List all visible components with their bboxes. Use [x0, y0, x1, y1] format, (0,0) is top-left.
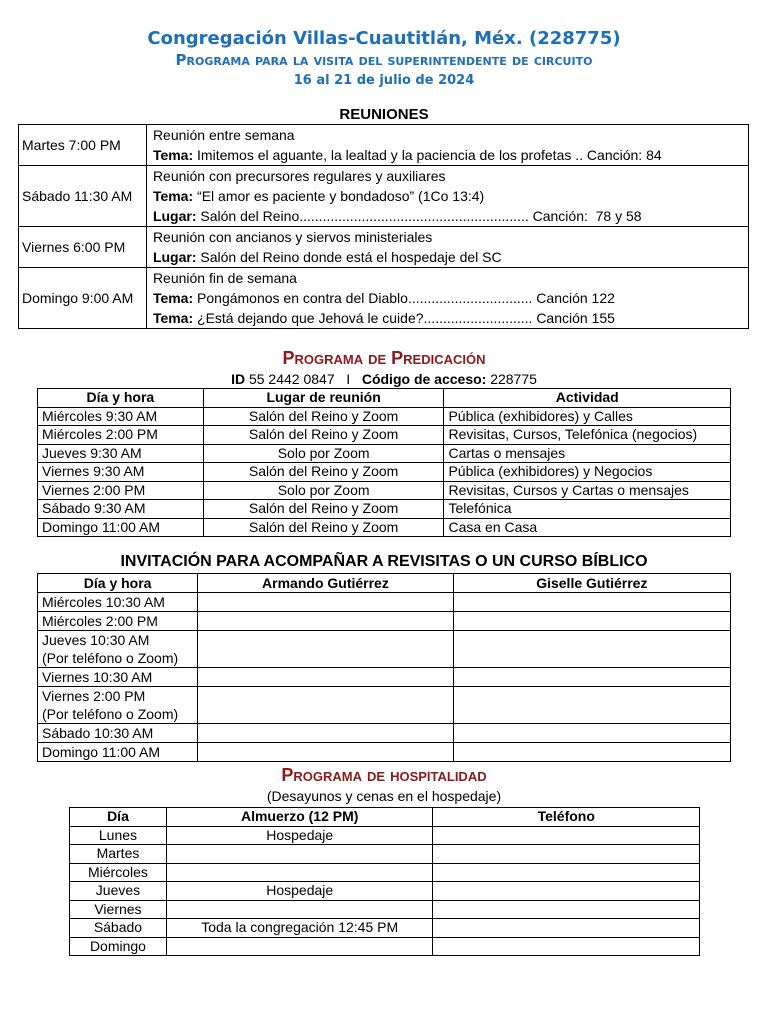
header-row: [38, 389, 731, 408]
reunion-line: [153, 247, 744, 267]
table-cell: [453, 743, 730, 762]
column-header: Teléfono: [433, 808, 700, 827]
table-cell: Solo por Zoom: [203, 444, 444, 463]
table-row: [38, 518, 731, 537]
reunion-line-label: Lugar:: [152, 208, 197, 224]
table-cell: Miércoles: [70, 863, 167, 882]
program-title: Programa para la visita del superintendente de circuito: [175, 51, 593, 69]
table-row: [38, 500, 731, 519]
reunion-line-label: Tema:: [152, 188, 194, 204]
reunion-line-text: Salón del Reino donde está el hospedaje del SC: [196, 249, 502, 265]
invitacion-title: INVITACIÓN PARA ACOMPAÑAR A REVISITAS O UN CURSO BÍBLICO: [120, 553, 648, 570]
code-value: 228775: [486, 371, 537, 387]
reunion-details: [146, 166, 748, 227]
reunion-line-text: Salón del Reino........................................................... Canción: 78 y 58: [196, 208, 642, 224]
reunion-line-text: Reunión fin de semana: [152, 270, 297, 286]
cell-line: Domingo 11:00 AM: [42, 744, 161, 760]
reunion-line: [153, 186, 744, 206]
table-cell: [433, 845, 700, 864]
reunion-day: Martes 7:00 PM: [19, 125, 147, 166]
table-row: [70, 845, 700, 864]
table-row: [70, 919, 700, 938]
table-cell: Sábado: [70, 919, 167, 938]
table-cell: Solo por Zoom: [203, 481, 444, 500]
table-cell: [453, 668, 730, 687]
table-cell: [453, 612, 730, 631]
table-cell: Salón del Reino y Zoom: [203, 500, 444, 519]
reunion-details: [146, 125, 748, 166]
table-cell: [198, 612, 453, 631]
table-cell: [433, 919, 700, 938]
program-dates: 16 al 21 de julio de 2024: [293, 73, 475, 88]
table-cell: Lunes: [70, 826, 167, 845]
table-cell: Miércoles 9:30 AM: [38, 407, 204, 426]
reuniones-title: REUNIONES: [339, 106, 429, 123]
reunion-line-text: Pongámonos en contra del Diablo................................ Canción 122: [193, 290, 615, 306]
table-cell: Salón del Reino y Zoom: [203, 407, 444, 426]
reunion-details: [146, 227, 748, 268]
column-header: Giselle Gutiérrez: [453, 574, 730, 593]
table-row: [70, 900, 700, 919]
table-cell: Salón del Reino y Zoom: [203, 518, 444, 537]
cell-line: Miércoles 2:00 PM: [42, 613, 158, 629]
table-cell: Viernes 9:30 AM: [38, 463, 204, 482]
table-row: [70, 826, 700, 845]
reunion-line-label: Lugar:: [152, 249, 197, 265]
column-header: Día: [70, 808, 167, 827]
table-cell: [166, 900, 433, 919]
table-cell: [38, 724, 198, 743]
predicacion-title: Programa de Predicación: [282, 348, 486, 368]
table-cell: Viernes 2:00 PM: [38, 481, 204, 500]
cell-line: (Por teléfono o Zoom): [42, 650, 179, 666]
reunion-row: [19, 268, 749, 329]
column-header: Día y hora: [38, 389, 204, 408]
cell-line: Viernes 2:00 PM: [42, 688, 146, 704]
table-row: [38, 668, 731, 687]
reunion-line-text: Imitemos el aguante, la lealtad y la paciencia de los profetas .. Canción: 84: [193, 147, 662, 163]
table-row: [38, 463, 731, 482]
reunion-line-label: Tema:: [152, 290, 194, 306]
table-cell: Telefónica: [444, 500, 731, 519]
cell-line: (Por teléfono o Zoom): [42, 706, 179, 722]
table-cell: [38, 687, 198, 724]
table-cell: Jueves: [70, 882, 167, 901]
table-cell: Pública (exhibidores) y Negocios: [444, 463, 731, 482]
table-cell: [433, 826, 700, 845]
reunion-line-label: Tema:: [152, 147, 194, 163]
table-cell: [453, 724, 730, 743]
table-row: [38, 444, 731, 463]
reunion-row: [19, 227, 749, 268]
table-cell: Jueves 9:30 AM: [38, 444, 204, 463]
table-row: [38, 612, 731, 631]
table-row: [38, 687, 731, 724]
table-cell: [38, 612, 198, 631]
table-row: [70, 937, 700, 956]
hospitalidad-table: [69, 807, 700, 956]
predicacion-access-line: [0, 371, 768, 387]
table-cell: [453, 631, 730, 668]
table-cell: [433, 900, 700, 919]
table-cell: Hospedaje: [166, 882, 433, 901]
table-cell: Domingo: [70, 937, 167, 956]
table-cell: Casa en Casa: [444, 518, 731, 537]
table-cell: [166, 937, 433, 956]
table-cell: [38, 593, 198, 612]
table-cell: Revisitas, Cursos y Cartas o mensajes: [444, 481, 731, 500]
table-cell: Revisitas, Cursos, Telefónica (negocios): [444, 426, 731, 445]
table-row: [38, 724, 731, 743]
header-row: [38, 574, 731, 593]
cell-line: Miércoles 10:30 AM: [42, 594, 165, 610]
invitacion-table: [37, 573, 731, 762]
reunion-day: Domingo 9:00 AM: [19, 268, 147, 329]
reunion-line-label: Tema:: [152, 310, 194, 326]
reunion-line-text: Reunión con ancianos y siervos ministeriales: [152, 229, 433, 245]
reunion-line: [153, 206, 744, 226]
table-row: [38, 593, 731, 612]
column-header: Armando Gutiérrez: [198, 574, 453, 593]
column-header: Día y hora: [38, 574, 198, 593]
reuniones-table: [18, 124, 749, 329]
table-cell: [38, 668, 198, 687]
table-row: [70, 882, 700, 901]
table-cell: Toda la congregación 12:45 PM: [166, 919, 433, 938]
reunion-line-text: “El amor es paciente y bondadoso” (1Co 13:4): [193, 188, 485, 204]
table-row: [38, 407, 731, 426]
cell-line: Sábado 10:30 AM: [42, 725, 154, 741]
table-row: [38, 631, 731, 668]
reunion-line: [153, 268, 744, 288]
hospitalidad-title: Programa de hospitalidad: [281, 765, 487, 785]
table-row: [70, 863, 700, 882]
reunion-line: [153, 227, 744, 247]
table-cell: Sábado 9:30 AM: [38, 500, 204, 519]
table-cell: [38, 631, 198, 668]
header-row: [70, 808, 700, 827]
reunion-line: [153, 308, 744, 328]
table-cell: [198, 593, 453, 612]
table-row: [38, 481, 731, 500]
table-cell: Miércoles 2:00 PM: [38, 426, 204, 445]
code-label: Código de acceso:: [361, 371, 487, 387]
cell-line: Viernes 10:30 AM: [42, 669, 153, 685]
table-cell: [433, 882, 700, 901]
reunion-line: [153, 288, 744, 308]
reunion-row: [19, 166, 749, 227]
reunion-line-text: ¿Está dejando que Jehová le cuide?............................ Canción 155: [193, 310, 615, 326]
table-cell: [198, 631, 453, 668]
table-cell: [198, 687, 453, 724]
table-row: [38, 426, 731, 445]
reunion-line-text: Reunión con precursores regulares y auxiliares: [152, 168, 446, 184]
hospitalidad-subtitle: (Desayunos y cenas en el hospedaje): [266, 788, 502, 804]
table-cell: [198, 668, 453, 687]
table-cell: Domingo 11:00 AM: [38, 518, 204, 537]
table-cell: [38, 743, 198, 762]
table-cell: [198, 743, 453, 762]
table-cell: Salón del Reino y Zoom: [203, 426, 444, 445]
table-cell: Cartas o mensajes: [444, 444, 731, 463]
table-cell: Salón del Reino y Zoom: [203, 463, 444, 482]
column-header: Almuerzo (12 PM): [166, 808, 433, 827]
reunion-line: [153, 125, 744, 145]
reunion-details: [146, 268, 748, 329]
reunion-row: [19, 125, 749, 166]
id-label: ID: [231, 371, 246, 387]
reunion-day: Viernes 6:00 PM: [19, 227, 147, 268]
reunion-day: Sábado 11:30 AM: [19, 166, 147, 227]
table-cell: [453, 687, 730, 724]
predicacion-table: [37, 388, 731, 537]
column-header: Actividad: [444, 389, 731, 408]
reunion-line-text: Reunión entre semana: [152, 127, 295, 143]
table-cell: Pública (exhibidores) y Calles: [444, 407, 731, 426]
table-cell: [198, 724, 453, 743]
reunion-line: [153, 166, 744, 186]
column-header: Lugar de reunión: [203, 389, 444, 408]
table-cell: Martes: [70, 845, 167, 864]
table-cell: [433, 937, 700, 956]
table-cell: Hospedaje: [166, 826, 433, 845]
congregation-title: Congregación Villas-Cuautitlán, Méx. (228775): [147, 28, 621, 49]
table-cell: [166, 845, 433, 864]
table-cell: [433, 863, 700, 882]
table-cell: Viernes: [70, 900, 167, 919]
table-row: [38, 743, 731, 762]
id-value: 55 2442 0847 I: [245, 371, 362, 387]
cell-line: Jueves 10:30 AM: [42, 632, 150, 648]
table-cell: [166, 863, 433, 882]
reunion-line: [153, 145, 744, 165]
table-cell: [453, 593, 730, 612]
